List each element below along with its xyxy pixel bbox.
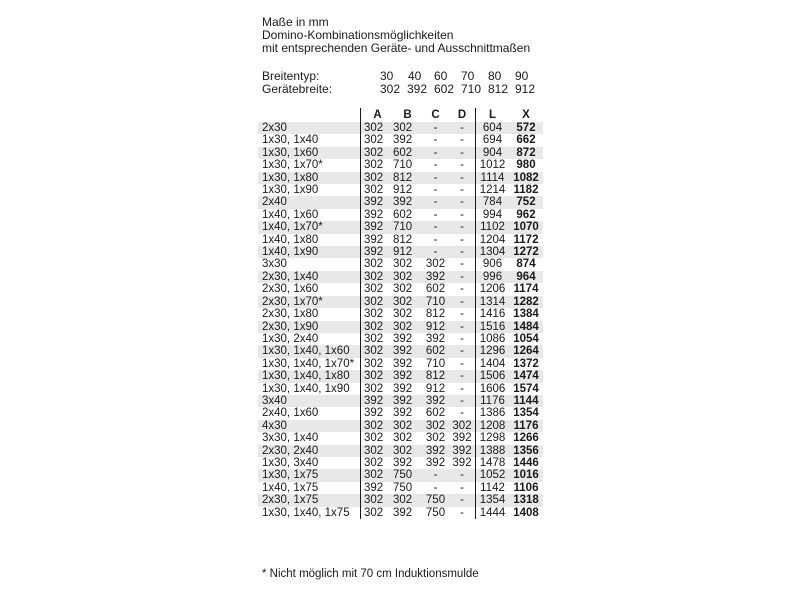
- cell-x: 1282: [509, 296, 543, 308]
- cell-d: -: [449, 234, 476, 246]
- cell-combination: 1x30, 2x40: [258, 333, 361, 345]
- cell-b: 302: [391, 296, 422, 308]
- table-row: [258, 172, 543, 184]
- cell-x: 874: [509, 258, 543, 270]
- cell-a: 302: [361, 494, 392, 506]
- cell-l: 1176: [476, 395, 510, 407]
- cell-b: 302: [391, 258, 422, 270]
- table-row: [258, 482, 543, 494]
- table-header-row: [258, 108, 543, 122]
- cell-a: 392: [361, 482, 392, 494]
- cell-a: 302: [361, 159, 392, 171]
- cell-c: 812: [422, 308, 449, 320]
- breitentyp-value: 30: [380, 69, 394, 83]
- cell-c: 710: [422, 358, 449, 370]
- cell-c: 392: [422, 445, 449, 457]
- breitentyp-value: 60: [434, 69, 448, 83]
- cell-combination: 4x30: [258, 420, 361, 432]
- cell-a: 302: [361, 321, 392, 333]
- cell-b: 392: [391, 407, 422, 419]
- table-row: [258, 221, 543, 233]
- cell-c: 392: [422, 457, 449, 469]
- cell-combination: 2x40: [258, 196, 361, 208]
- cell-b: 392: [391, 358, 422, 370]
- cell-a: 302: [361, 283, 392, 295]
- cell-a: 302: [361, 172, 392, 184]
- cell-x: 1484: [509, 321, 543, 333]
- cell-b: 302: [391, 271, 422, 283]
- cell-b: 302: [391, 494, 422, 506]
- cell-c: 750: [422, 494, 449, 506]
- cell-x: 1144: [509, 395, 543, 407]
- table-row: [258, 395, 543, 407]
- cell-c: -: [422, 469, 449, 481]
- breitentyp-value: 80: [488, 69, 502, 83]
- cell-combination: 1x30, 1x40, 1x90: [258, 383, 361, 395]
- cell-x: 980: [509, 159, 543, 171]
- cell-c: 912: [422, 383, 449, 395]
- cell-x: 1574: [509, 383, 543, 395]
- cell-c: 602: [422, 345, 449, 357]
- cell-combination: 1x40, 1x60: [258, 209, 361, 221]
- cell-x: 1318: [509, 494, 543, 506]
- cell-l: 904: [476, 147, 510, 159]
- cell-x: 1384: [509, 308, 543, 320]
- geraetebreite-label: Gerätebreite:: [262, 82, 333, 96]
- cell-l: 1444: [476, 507, 510, 519]
- cell-c: -: [422, 147, 449, 159]
- cell-d: -: [449, 209, 476, 221]
- table-row: [258, 122, 543, 134]
- geraetebreite-value: 812: [488, 82, 509, 96]
- geraetebreite-value: 710: [461, 82, 482, 96]
- cell-d: -: [449, 122, 476, 134]
- cell-c: 912: [422, 321, 449, 333]
- cell-x: 1182: [509, 184, 543, 196]
- table-row: [258, 321, 543, 333]
- cell-a: 302: [361, 184, 392, 196]
- cell-b: 750: [391, 469, 422, 481]
- cell-d: -: [449, 333, 476, 345]
- cell-d: -: [449, 159, 476, 171]
- cell-b: 392: [391, 370, 422, 382]
- column-header-b: B: [403, 109, 412, 121]
- cell-combination: 1x30, 1x75: [258, 469, 361, 481]
- table-row: [258, 345, 543, 357]
- cell-l: 694: [476, 134, 510, 146]
- cell-l: 996: [476, 271, 510, 283]
- cell-l: 1206: [476, 283, 510, 295]
- cell-a: 302: [361, 420, 392, 432]
- cell-c: -: [422, 246, 449, 258]
- cell-combination: 2x40, 1x60: [258, 407, 361, 419]
- breitentyp-value: 90: [515, 69, 529, 83]
- cell-l: 784: [476, 196, 510, 208]
- cell-combination: 1x30, 3x40: [258, 457, 361, 469]
- cell-c: 302: [422, 420, 449, 432]
- cell-a: 392: [361, 246, 392, 258]
- cell-d: -: [449, 370, 476, 382]
- table-row: [258, 358, 543, 370]
- cell-l: 1304: [476, 246, 510, 258]
- table-row: [258, 370, 543, 382]
- geraetebreite-value: 302: [380, 82, 401, 96]
- geraetebreite-value: 602: [434, 82, 455, 96]
- table-row: [258, 159, 543, 171]
- cell-b: 710: [391, 159, 422, 171]
- footnote: * Nicht möglich mit 70 cm Induktionsmulde: [262, 568, 479, 580]
- table-row: [258, 271, 543, 283]
- cell-c: 302: [422, 258, 449, 270]
- cell-a: 302: [361, 457, 392, 469]
- column-header-combination: [258, 108, 361, 122]
- cell-b: 912: [391, 184, 422, 196]
- cell-d: 392: [449, 457, 476, 469]
- column-header-x: X: [522, 109, 530, 121]
- cell-a: 302: [361, 507, 392, 519]
- cell-c: -: [422, 221, 449, 233]
- table-row: [258, 383, 543, 395]
- cell-x: 1372: [509, 358, 543, 370]
- cell-combination: 3x30, 1x40: [258, 432, 361, 444]
- table-row: [258, 407, 543, 419]
- cell-l: 1142: [476, 482, 510, 494]
- table-row: [258, 420, 543, 432]
- table-row: [258, 196, 543, 208]
- cell-a: 392: [361, 407, 392, 419]
- cell-x: 662: [509, 134, 543, 146]
- cell-b: 302: [391, 122, 422, 134]
- cell-d: -: [449, 358, 476, 370]
- cell-b: 302: [391, 432, 422, 444]
- cell-combination: 1x30, 1x40: [258, 134, 361, 146]
- cell-x: 1264: [509, 345, 543, 357]
- cell-d: -: [449, 345, 476, 357]
- cell-l: 1114: [476, 172, 510, 184]
- cell-x: 572: [509, 122, 543, 134]
- cell-combination: 2x30, 1x75: [258, 494, 361, 506]
- cell-combination: 2x30, 1x70*: [258, 296, 361, 308]
- cell-b: 710: [391, 221, 422, 233]
- table-row: [258, 234, 543, 246]
- cell-l: 1298: [476, 432, 510, 444]
- document-header: [262, 16, 530, 55]
- cell-combination: 1x30, 1x40, 1x70*: [258, 358, 361, 370]
- cell-b: 392: [391, 134, 422, 146]
- cell-combination: 1x40, 1x75: [258, 482, 361, 494]
- cell-l: 1354: [476, 494, 510, 506]
- column-header-a: A: [361, 108, 392, 122]
- cell-b: 392: [391, 345, 422, 357]
- cell-b: 302: [391, 321, 422, 333]
- cell-a: 302: [361, 469, 392, 481]
- cell-a: 302: [361, 383, 392, 395]
- document-subtitle: mit entsprechenden Geräte- und Ausschnittmaßen: [262, 41, 531, 55]
- breitentyp-value: 40: [408, 69, 422, 83]
- cell-b: 302: [391, 308, 422, 320]
- cell-b: 392: [391, 383, 422, 395]
- cell-d: -: [449, 196, 476, 208]
- cell-x: 1106: [509, 482, 543, 494]
- cell-d: -: [449, 296, 476, 308]
- cell-x: 1054: [509, 333, 543, 345]
- cell-combination: 2x30, 1x90: [258, 321, 361, 333]
- cell-c: -: [422, 159, 449, 171]
- cell-a: 302: [361, 370, 392, 382]
- cell-a: 302: [361, 358, 392, 370]
- cell-l: 604: [476, 122, 510, 134]
- cell-d: -: [449, 407, 476, 419]
- cell-combination: 1x40, 1x90: [258, 246, 361, 258]
- cell-combination: 1x30, 1x40, 1x80: [258, 370, 361, 382]
- cell-l: 1314: [476, 296, 510, 308]
- table-body: [258, 122, 543, 519]
- cell-combination: 2x30: [258, 122, 361, 134]
- cell-l: 1296: [476, 345, 510, 357]
- cell-c: -: [422, 184, 449, 196]
- cell-a: 302: [361, 122, 392, 134]
- cell-l: 1086: [476, 333, 510, 345]
- cell-x: 752: [509, 196, 543, 208]
- cell-combination: 1x30, 1x90: [258, 184, 361, 196]
- cell-d: -: [449, 246, 476, 258]
- cell-a: 392: [361, 395, 392, 407]
- cell-x: 962: [509, 209, 543, 221]
- cell-l: 1214: [476, 184, 510, 196]
- cell-d: -: [449, 271, 476, 283]
- cell-b: 392: [391, 395, 422, 407]
- cell-c: 392: [422, 333, 449, 345]
- cell-l: 1404: [476, 358, 510, 370]
- cell-a: 302: [361, 345, 392, 357]
- cell-l: 1388: [476, 445, 510, 457]
- cell-a: 302: [361, 333, 392, 345]
- table-row: [258, 469, 543, 481]
- cell-d: -: [449, 395, 476, 407]
- cell-d: 392: [449, 432, 476, 444]
- cell-combination: 3x40: [258, 395, 361, 407]
- cell-d: -: [449, 283, 476, 295]
- cell-c: -: [422, 134, 449, 146]
- cell-x: 1174: [509, 283, 543, 295]
- column-header-c: C: [431, 109, 440, 121]
- cell-c: -: [422, 234, 449, 246]
- cell-a: 302: [361, 271, 392, 283]
- table-row: [258, 432, 543, 444]
- cell-l: 1102: [476, 221, 510, 233]
- cell-b: 602: [391, 209, 422, 221]
- cell-combination: 1x40, 1x80: [258, 234, 361, 246]
- column-header-l: L: [476, 108, 510, 122]
- cell-a: 302: [361, 134, 392, 146]
- cell-d: -: [449, 383, 476, 395]
- cell-c: -: [422, 122, 449, 134]
- table-row: [258, 246, 543, 258]
- cell-l: 994: [476, 209, 510, 221]
- cell-c: -: [422, 196, 449, 208]
- cell-d: 302: [449, 420, 476, 432]
- geraetebreite-value: 392: [407, 82, 428, 96]
- cell-c: -: [422, 172, 449, 184]
- cell-l: 1386: [476, 407, 510, 419]
- combination-table: [258, 108, 543, 519]
- cell-l: 1416: [476, 308, 510, 320]
- cell-l: 1204: [476, 234, 510, 246]
- cell-b: 392: [391, 196, 422, 208]
- table-row: [258, 333, 543, 345]
- units-note: Maße in mm: [262, 15, 329, 29]
- cell-b: 812: [391, 234, 422, 246]
- cell-c: 392: [422, 395, 449, 407]
- cell-l: 1506: [476, 370, 510, 382]
- cell-d: -: [449, 147, 476, 159]
- combination-table-container: [258, 108, 543, 519]
- document-title: Domino-Kombinationsmöglichkeiten: [262, 28, 454, 42]
- cell-x: 1474: [509, 370, 543, 382]
- table-row: [258, 494, 543, 506]
- table-row: [258, 507, 543, 519]
- cell-d: -: [449, 172, 476, 184]
- cell-combination: 1x30, 1x60: [258, 147, 361, 159]
- cell-a: 302: [361, 258, 392, 270]
- cell-a: 302: [361, 296, 392, 308]
- cell-d: -: [449, 482, 476, 494]
- cell-combination: 1x30, 1x40, 1x75: [258, 507, 361, 519]
- table-row: [258, 308, 543, 320]
- cell-d: -: [449, 494, 476, 506]
- cell-b: 912: [391, 246, 422, 258]
- cell-l: 1208: [476, 420, 510, 432]
- cell-combination: 1x30, 1x40, 1x60: [258, 345, 361, 357]
- cell-l: 1478: [476, 457, 510, 469]
- cell-d: -: [449, 134, 476, 146]
- table-row: [258, 147, 543, 159]
- table-row: [258, 209, 543, 221]
- cell-b: 602: [391, 147, 422, 159]
- cell-b: 302: [391, 420, 422, 432]
- cell-a: 302: [361, 147, 392, 159]
- table-row: [258, 134, 543, 146]
- cell-d: -: [449, 507, 476, 519]
- cell-a: 302: [361, 432, 392, 444]
- cell-c: 392: [422, 271, 449, 283]
- cell-combination: 1x30, 1x80: [258, 172, 361, 184]
- cell-a: 392: [361, 196, 392, 208]
- cell-x: 1354: [509, 407, 543, 419]
- cell-a: 392: [361, 234, 392, 246]
- cell-c: -: [422, 482, 449, 494]
- cell-x: 1172: [509, 234, 543, 246]
- cell-l: 1606: [476, 383, 510, 395]
- cell-x: 1082: [509, 172, 543, 184]
- cell-l: 1052: [476, 469, 510, 481]
- table-row: [258, 283, 543, 295]
- cell-d: -: [449, 321, 476, 333]
- cell-l: 906: [476, 258, 510, 270]
- cell-c: 302: [422, 432, 449, 444]
- cell-combination: 3x30: [258, 258, 361, 270]
- cell-x: 1016: [509, 469, 543, 481]
- cell-b: 750: [391, 482, 422, 494]
- cell-d: -: [449, 184, 476, 196]
- cell-x: 1176: [509, 420, 543, 432]
- cell-x: 1070: [509, 221, 543, 233]
- geraetebreite-value: 912: [515, 82, 536, 96]
- breitentyp-label: Breitentyp:: [262, 69, 320, 83]
- cell-b: 812: [391, 172, 422, 184]
- cell-combination: 2x30, 1x40: [258, 271, 361, 283]
- cell-x: 872: [509, 147, 543, 159]
- breitentyp-value: 70: [461, 69, 475, 83]
- table-row: [258, 445, 543, 457]
- cell-a: 392: [361, 221, 392, 233]
- cell-d: -: [449, 258, 476, 270]
- cell-c: 812: [422, 370, 449, 382]
- cell-a: 392: [361, 209, 392, 221]
- cell-combination: 2x30, 1x60: [258, 283, 361, 295]
- cell-d: -: [449, 308, 476, 320]
- cell-c: 750: [422, 507, 449, 519]
- cell-d: -: [449, 469, 476, 481]
- table-row: [258, 258, 543, 270]
- cell-b: 392: [391, 333, 422, 345]
- cell-combination: 1x30, 1x70*: [258, 159, 361, 171]
- cell-c: 602: [422, 283, 449, 295]
- cell-c: -: [422, 209, 449, 221]
- cell-x: 1356: [509, 445, 543, 457]
- table-row: [258, 457, 543, 469]
- cell-b: 392: [391, 457, 422, 469]
- column-header-d: D: [457, 109, 467, 121]
- cell-x: 1408: [509, 507, 543, 519]
- cell-combination: 1x40, 1x70*: [258, 221, 361, 233]
- cell-c: 602: [422, 407, 449, 419]
- cell-b: 392: [391, 507, 422, 519]
- cell-combination: 2x30, 1x80: [258, 308, 361, 320]
- cell-a: 302: [361, 308, 392, 320]
- cell-combination: 2x30, 2x40: [258, 445, 361, 457]
- cell-c: 710: [422, 296, 449, 308]
- cell-d: 392: [449, 445, 476, 457]
- cell-b: 302: [391, 283, 422, 295]
- cell-b: 302: [391, 445, 422, 457]
- cell-x: 964: [509, 271, 543, 283]
- table-row: [258, 184, 543, 196]
- cell-l: 1516: [476, 321, 510, 333]
- table-row: [258, 296, 543, 308]
- cell-d: -: [449, 221, 476, 233]
- cell-x: 1446: [509, 457, 543, 469]
- cell-a: 302: [361, 445, 392, 457]
- cell-x: 1272: [509, 246, 543, 258]
- cell-l: 1012: [476, 159, 510, 171]
- cell-x: 1266: [509, 432, 543, 444]
